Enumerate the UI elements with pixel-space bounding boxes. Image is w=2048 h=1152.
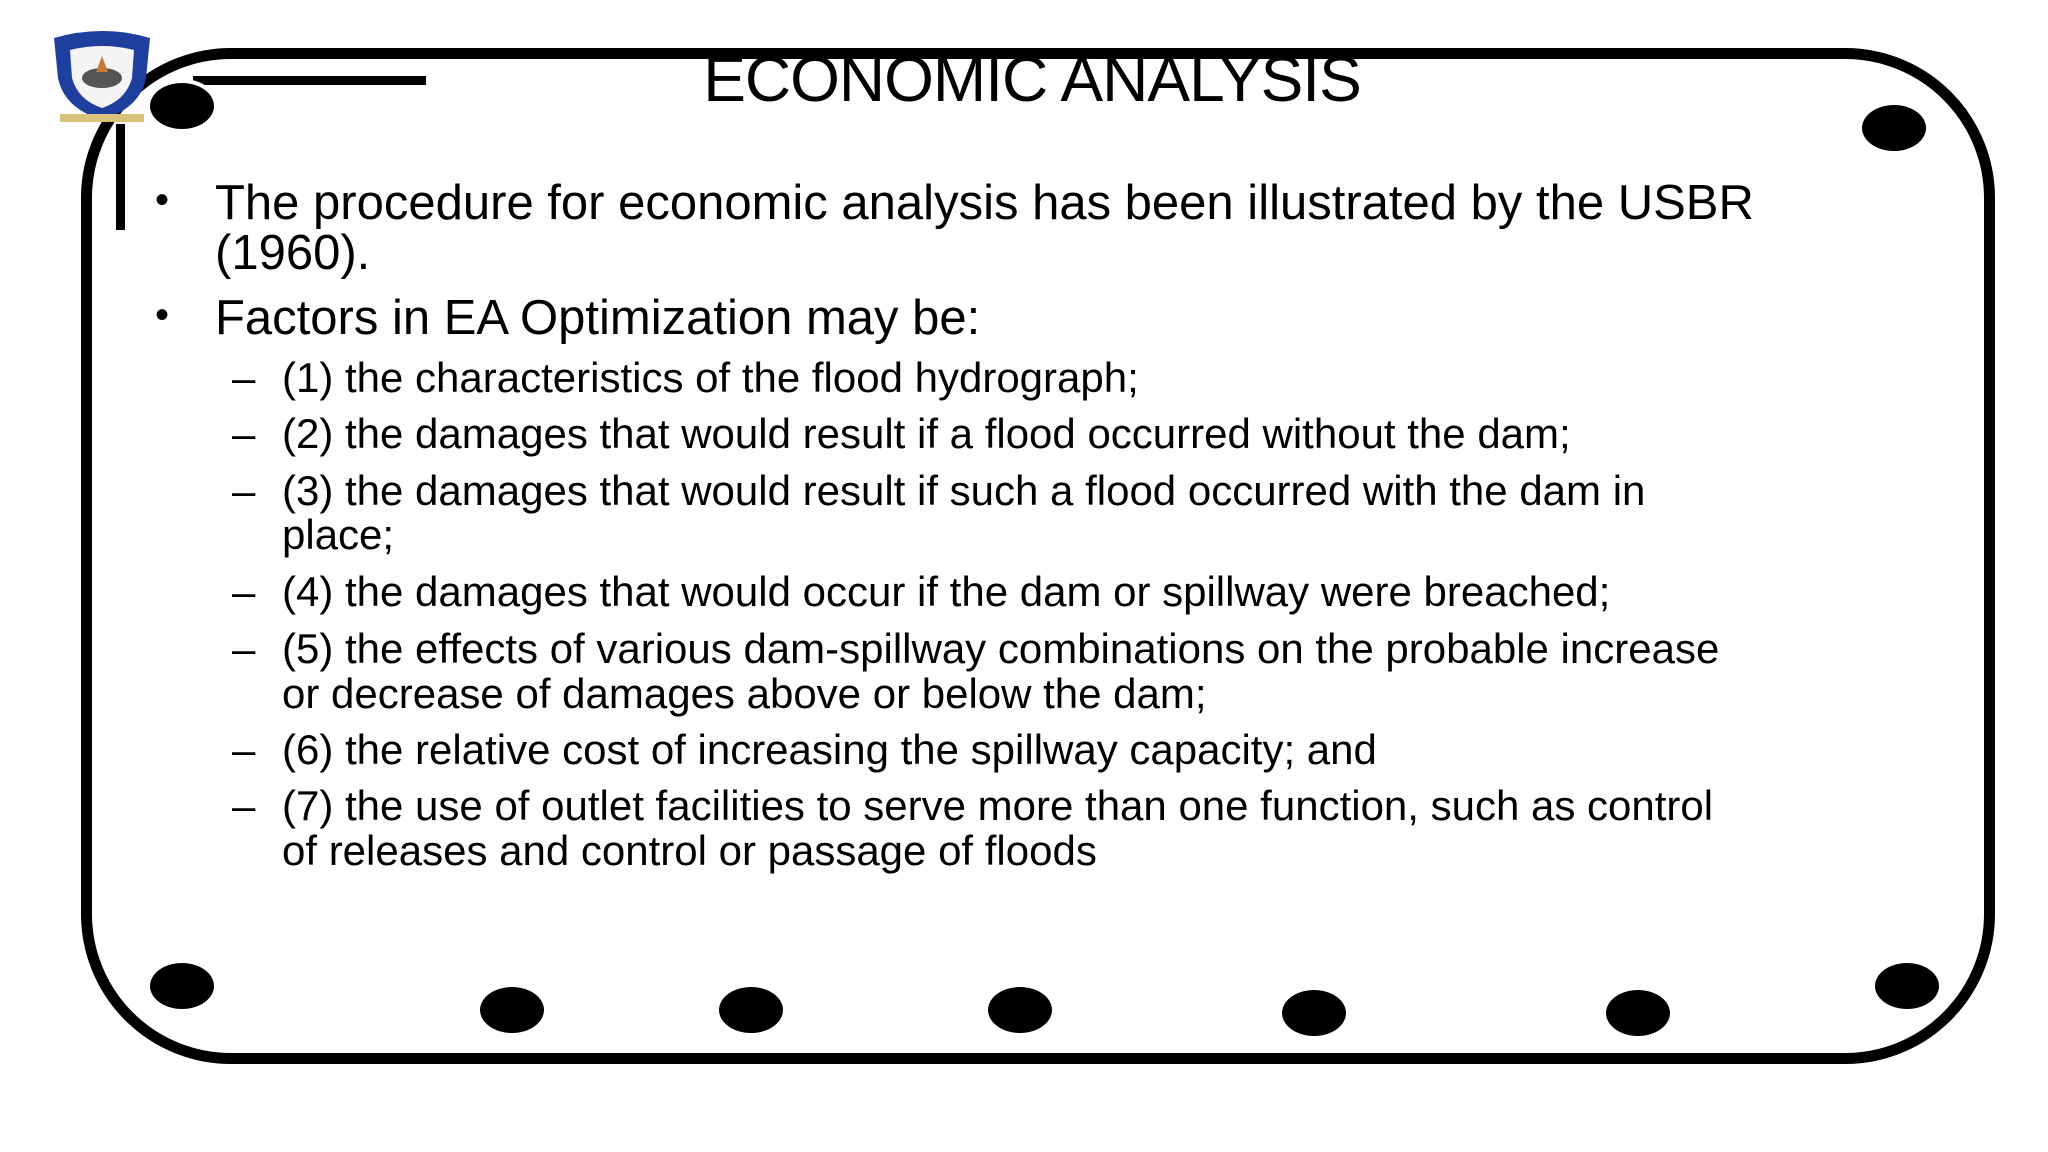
decorative-dot <box>476 983 548 1037</box>
dash-icon: – <box>232 726 256 773</box>
sub-item-text: (1) the characteristics of the flood hydrograph; <box>282 354 1139 401</box>
decorative-dot <box>715 983 787 1037</box>
bullet-text: Factors in EA Optimization may be: <box>215 291 981 345</box>
decorative-vertical-line <box>116 124 125 230</box>
sub-item-text: or decrease of damages above or below the dam; <box>282 670 1207 717</box>
dash-icon: – <box>232 410 256 457</box>
sub-item-text: (2) the damages that would result if a flood occurred without the dam; <box>282 410 1571 457</box>
sub-item-text: (5) the effects of various dam-spillway combinations on the probable increase <box>282 625 1720 672</box>
bullet-text: (1960). <box>215 226 371 280</box>
slide-title: ECONOMIC ANALYSIS <box>703 43 1361 115</box>
bullet-text: The procedure for economic analysis has been illustrated by the USBR <box>215 176 1754 230</box>
sub-item-text: place; <box>282 511 395 558</box>
dash-icon: – <box>232 782 256 829</box>
sub-item-text: of releases and control or passage of floods <box>282 827 1097 874</box>
decorative-dot <box>146 959 218 1013</box>
dash-icon: – <box>232 467 256 514</box>
bullet-icon: • <box>155 178 170 222</box>
sub-item-text: (6) the relative cost of increasing the spillway capacity; and <box>282 726 1377 773</box>
decorative-dot <box>1602 986 1674 1040</box>
decorative-dot <box>1278 986 1350 1040</box>
sub-item-text: (4) the damages that would occur if the dam or spillway were breached; <box>282 568 1611 615</box>
decorative-dot <box>984 983 1056 1037</box>
sub-item-text: (7) the use of outlet facilities to serve more than one function, such as control <box>282 782 1714 829</box>
dash-icon: – <box>232 625 256 672</box>
dash-icon: – <box>232 354 256 401</box>
decorative-dot <box>1871 959 1943 1013</box>
dash-icon: – <box>232 568 256 615</box>
bullet-icon: • <box>155 293 170 337</box>
sub-item-text: (3) the damages that would result if such a flood occurred with the dam in <box>282 467 1646 514</box>
